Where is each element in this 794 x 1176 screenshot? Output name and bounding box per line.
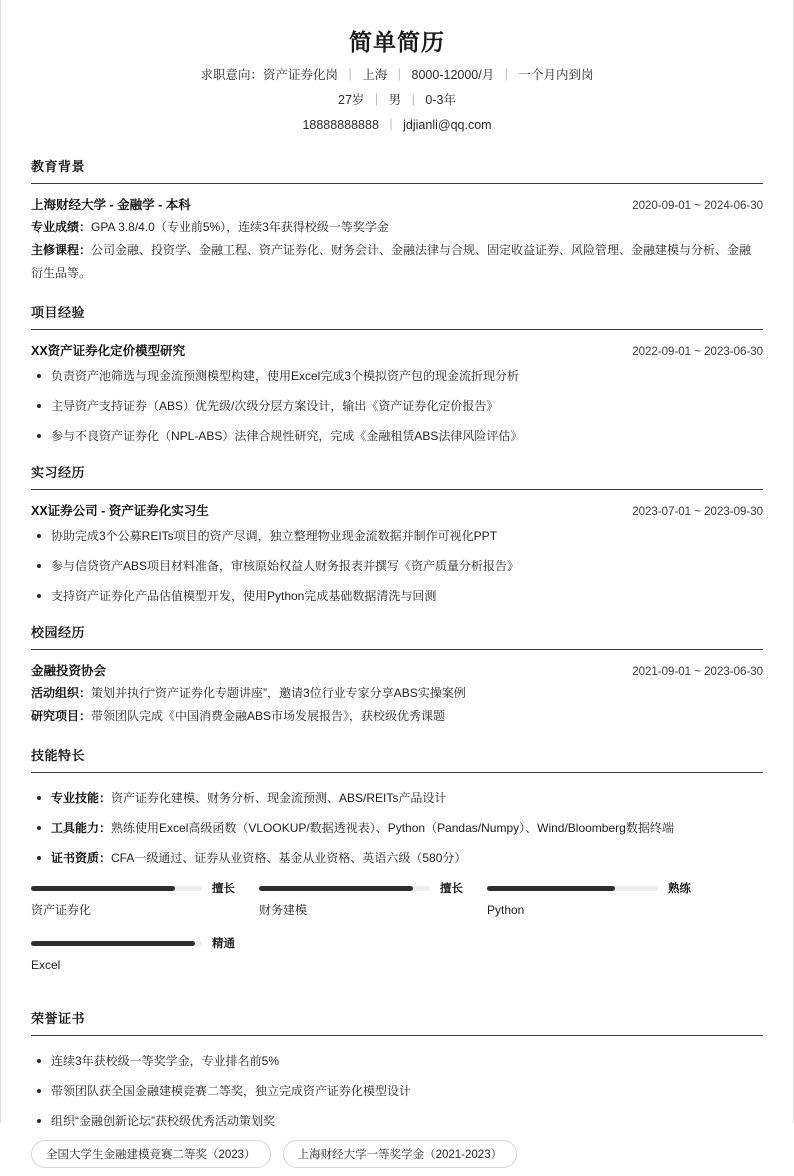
- list-item: 主导资产支持证券（ABS）优先级/次级分层方案设计，输出《资产证券化定价报告》: [31, 397, 763, 415]
- skill-level-label: 擅长: [212, 883, 235, 895]
- campus-research-value: 带领团队完成《中国消费金融ABS市场发展报告》，获校级优秀课题: [91, 709, 446, 723]
- section-title-skills: 技能特长: [31, 748, 86, 763]
- job-availability: 一个月内到岗: [518, 68, 594, 82]
- education-entry: [31, 195, 763, 285]
- campus-research: [31, 705, 763, 728]
- education-grade-value: GPA 3.8/4.0（专业前5%），连续3年获得校级一等奖学金: [91, 220, 389, 234]
- internship-date: 2023-07-01 ~ 2023-09-30: [632, 506, 763, 518]
- meta-separator-icon: |: [389, 117, 393, 131]
- education-grade-label: 专业成绩：: [31, 220, 92, 234]
- skill-name-label: Python: [487, 903, 525, 917]
- skill-bar-item: [487, 881, 715, 920]
- skill-value: CFA一级通过、证券从业资格、基金从业资格、英语六级（580分）: [111, 851, 467, 865]
- section-title-honors: 荣誉证书: [31, 1011, 86, 1026]
- skill-value: 资产证券化建模、财务分析、现金流预测、ABS/REITs产品设计: [111, 791, 447, 805]
- education-date: 2020-09-01 ~ 2024-06-30: [632, 200, 763, 212]
- project-bullet-list: [31, 367, 763, 445]
- section-title-campus: 校园经历: [31, 625, 86, 640]
- campus-entry: [31, 661, 763, 728]
- meta-separator-icon: |: [504, 67, 508, 81]
- header-meta-line-2: [31, 89, 763, 111]
- skill-bar-item: [31, 881, 259, 920]
- skill-bar-group: [31, 881, 763, 991]
- section-internship: [31, 464, 763, 605]
- skill-bar-item: [31, 936, 259, 975]
- skill-bar-item: [259, 881, 487, 920]
- honors-bullet-list: [31, 1052, 763, 1130]
- job-intention: 求职意向：资产证券化岗: [200, 68, 339, 82]
- skill-name-label: Excel: [31, 958, 61, 972]
- section-title-education: 教育背景: [31, 159, 86, 174]
- skill-value: 熟练使用Excel高级函数（VLOOKUP/数据透视表）、Python（Pandas/Numpy）、Wind/Bloomberg数据终端: [111, 821, 674, 835]
- internship-entry: [31, 501, 763, 605]
- skill-level-label: 擅长: [440, 883, 463, 895]
- list-item: 参与信贷资产ABS项目材料准备，审核原始权益人财务报表并撰写《资产质量分析报告》: [31, 557, 763, 575]
- campus-research-label: 研究项目：: [31, 709, 92, 723]
- list-item: [31, 819, 763, 837]
- skill-progress-track: [31, 886, 202, 891]
- skill-level-label: 精通: [212, 938, 235, 950]
- skill-progress-fill: [487, 886, 615, 891]
- meta-separator-icon: |: [397, 67, 402, 81]
- meta-separator-icon: |: [411, 92, 415, 106]
- candidate-email[interactable]: jdjianli@qq.com: [403, 118, 492, 132]
- list-item: 参与不良资产证券化（NPL-ABS）法律合规性研究，完成《金融租赁ABS法律风险评估》: [31, 427, 763, 445]
- list-item: 组织“金融创新论坛”获校级优秀活动策划奖: [31, 1112, 763, 1130]
- project-date: 2022-09-01 ~ 2023-06-30: [632, 346, 763, 358]
- education-courses-value: 公司金融、投资学、金融工程、资产证券化、财务会计、金融法律与合规、固定收益证券、风险管理、金融建模与分析、金融衍生品等。: [31, 243, 752, 280]
- job-city: 上海: [362, 68, 388, 82]
- campus-activity-label: 活动组织：: [31, 686, 92, 700]
- education-courses-label: 主修课程：: [31, 243, 92, 257]
- internship-company-role: XX证券公司 - 资产证券化实习生: [31, 504, 209, 518]
- campus-organization: 金融投资协会: [31, 664, 107, 678]
- header-meta-line-3: [31, 114, 763, 136]
- status-badge: 全国大学生金融建模竞赛二等奖（2023）: [31, 1140, 271, 1168]
- campus-date: 2021-09-01 ~ 2023-06-30: [632, 666, 763, 678]
- skill-label: 专业技能：: [51, 791, 112, 805]
- skill-level-label: 熟练: [668, 883, 691, 895]
- section-project: [31, 304, 763, 445]
- section-title-internship: 实习经历: [31, 465, 86, 480]
- list-item: [31, 849, 763, 867]
- campus-activity-value: 策划并执行“资产证券化专题讲座”，邀请3位行业专家分享ABS实操案例: [91, 686, 466, 700]
- project-entry: [31, 341, 763, 445]
- header-meta-line-1: [31, 64, 763, 86]
- list-item: 支持资产证券化产品估值模型开发，使用Python完成基础数据清洗与回测: [31, 587, 763, 605]
- candidate-gender: 男: [388, 93, 402, 107]
- section-education: [31, 158, 763, 285]
- skill-name-label: 资产证券化: [31, 903, 92, 917]
- section-honors: [31, 1010, 763, 1176]
- skill-progress-track: [487, 886, 658, 891]
- meta-separator-icon: |: [348, 67, 352, 81]
- candidate-experience: 0-3年: [425, 93, 456, 107]
- section-title-project: 项目经验: [31, 305, 86, 320]
- meta-separator-icon: |: [374, 92, 379, 106]
- education-school: 上海财经大学 - 金融学 - 本科: [31, 198, 191, 212]
- resume-header: [31, 0, 763, 136]
- candidate-age: 27岁: [338, 93, 365, 107]
- list-item: 负责资产池筛选与现金流预测模型构建，使用Excel完成3个模拟资产包的现金流折现分析: [31, 367, 763, 385]
- list-item: [31, 789, 763, 807]
- skill-progress-fill: [31, 941, 195, 946]
- skill-label: 工具能力：: [51, 821, 112, 835]
- honor-tag-group: [31, 1140, 763, 1176]
- skill-name-label: 财务建模: [259, 903, 308, 917]
- candidate-phone[interactable]: 18888888888: [302, 118, 379, 132]
- list-item: 协助完成3个公募REITs项目的资产尽调，独立整理物业现金流数据并制作可视化PPT: [31, 527, 763, 545]
- skills-bullet-list: [31, 789, 763, 867]
- project-name: XX资产证券化定价模型研究: [31, 344, 186, 358]
- skill-progress-fill: [259, 886, 413, 891]
- skill-progress-fill: [31, 886, 175, 891]
- skill-progress-track: [259, 886, 430, 891]
- section-campus: [31, 624, 763, 728]
- campus-activity: [31, 682, 763, 705]
- education-courses: [31, 239, 763, 285]
- list-item: 带领团队获全国金融建模竞赛二等奖，独立完成资产证券化模型设计: [31, 1082, 763, 1100]
- list-item: 连续3年获校级一等奖学金，专业排名前5%: [31, 1052, 763, 1070]
- status-badge: 上海财经大学一等奖学金（2021-2023）: [283, 1140, 518, 1168]
- skill-progress-track: [31, 941, 202, 946]
- skill-label: 证书资质：: [51, 851, 112, 865]
- page-title: 简单简历: [349, 29, 445, 55]
- section-skills: [31, 747, 763, 991]
- education-grade: [31, 216, 763, 239]
- job-salary: 8000-12000/月: [411, 68, 495, 82]
- internship-bullet-list: [31, 527, 763, 605]
